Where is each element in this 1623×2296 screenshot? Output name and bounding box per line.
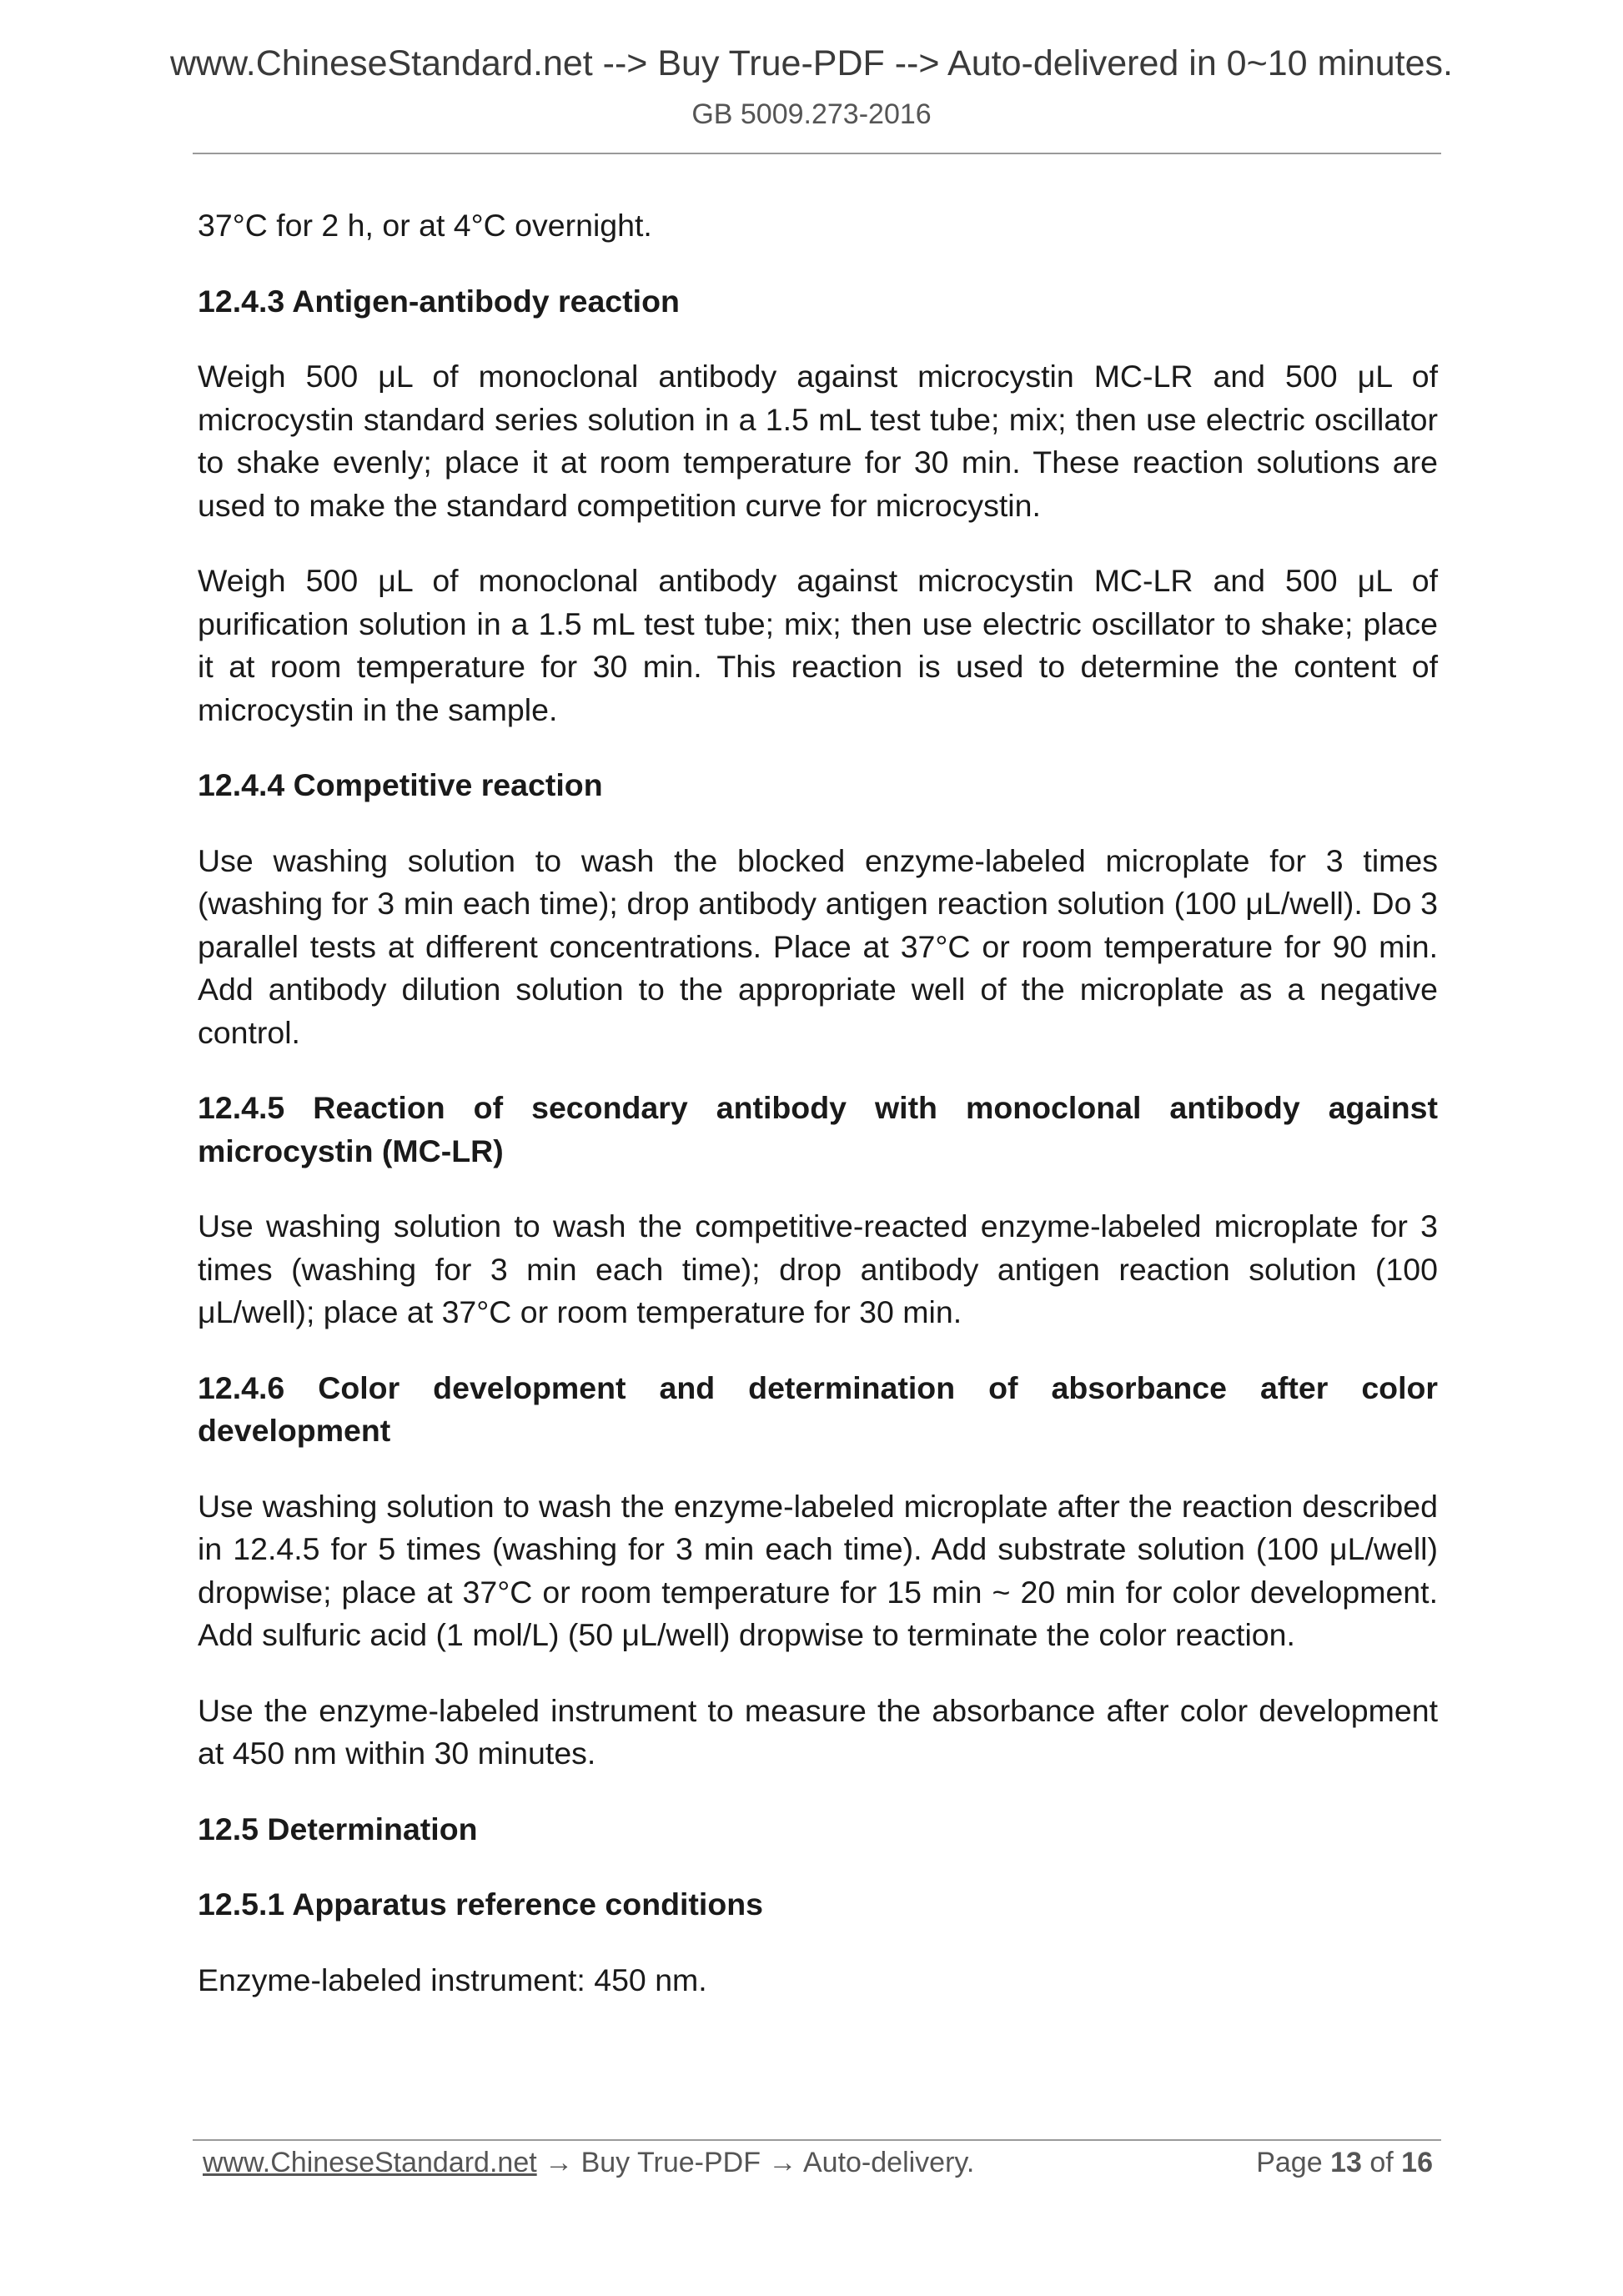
footer-left xyxy=(203,2144,974,2181)
paragraph-antigen-standard: Weigh 500 μL of monoclonal antibody against microcystin MC-LR and 500 μL of microcystin standard series solution in a 1.5 mL test tube; mix; then use electric oscillator to shake evenly; place it at room temperature for 30 min. These reaction solutions are used to make the standard competition curve for microcystin. xyxy=(198,359,1438,523)
paragraph-absorbance: Use the enzyme-labeled instrument to measure the absorbance after color development at 450 nm within 30 minutes. xyxy=(198,1692,1438,1771)
page-content xyxy=(198,204,1438,2034)
paragraph-antigen-sample: Weigh 500 μL of monoclonal antibody against microcystin MC-LR and 500 μL of purification solution in a 1.5 mL test tube; mix; then use electric oscillator to shake; place it at room temperature for 30 min. This reaction is used to determine the content of microcystin in the sample. xyxy=(198,563,1438,727)
heading-12-5-1: 12.5.1 Apparatus reference conditions xyxy=(198,1887,764,1922)
heading-12-4-6: 12.4.6 Color development and determination of absorbance after color development xyxy=(198,1369,1438,1448)
heading-12-4-3: 12.4.3 Antigen-antibody reaction xyxy=(198,283,680,319)
header-banner: www.ChineseStandard.net --> Buy True-PDF --> Auto-delivered in 0~10 minutes. xyxy=(169,43,1453,83)
footer-site-link[interactable]: www.ChineseStandard.net xyxy=(203,2147,537,2178)
page-current: 13 xyxy=(1330,2147,1362,2178)
page-total: 16 xyxy=(1401,2147,1433,2178)
paragraph-instrument: Enzyme-labeled instrument: 450 nm. xyxy=(198,1962,707,1997)
page-label: Page xyxy=(1256,2147,1323,2178)
footer-divider xyxy=(193,2139,1441,2141)
heading-12-4-5: 12.4.5 Reaction of secondary antibody with monoclonal antibody against microcystin (MC-LR) xyxy=(198,1090,1438,1168)
paragraph-secondary-antibody: Use washing solution to wash the competitive-reacted enzyme-labeled microplate for 3 times (washing for 3 min each time); drop antibody antigen reaction solution (100 μL/well); place at 37°C or room temperature for 30 min. xyxy=(198,1208,1438,1329)
paragraph-competitive: Use washing solution to wash the blocked enzyme-labeled microplate for 3 times (washing for 3 min each time); drop antibody antigen reaction solution (100 μL/well). Do 3 parallel tests at different concentrations. Place at 37°C or room temperature for 90 min. Add antibody dilution solution to the appropriate well of the microplate as a negative control. xyxy=(198,842,1438,1050)
heading-12-4-4: 12.4.4 Competitive reaction xyxy=(198,767,603,802)
header-divider xyxy=(193,153,1441,154)
page-indicator xyxy=(1256,2144,1433,2181)
footer-tagline: → Buy True-PDF → Auto-delivery. xyxy=(536,2147,975,2178)
standard-number: GB 5009.273-2016 xyxy=(691,98,932,130)
paragraph-incubation: 37°C for 2 h, or at 4°C overnight. xyxy=(198,208,652,243)
heading-12-5: 12.5 Determination xyxy=(198,1811,478,1846)
page-footer xyxy=(203,2144,1433,2181)
page-of-label: of xyxy=(1369,2147,1394,2178)
paragraph-color-development: Use washing solution to wash the enzyme-labeled microplate after the reaction described in 12.4.5 for 5 times (washing for 3 min each time). Add substrate solution (100 μL/well) dropwise; place at 37°C or room temperature for 15 min ~ 20 min for color development. Add sulfuric acid (1 mol/L) (50 μL/well) dropwise to terminate the color reaction. xyxy=(198,1488,1438,1652)
